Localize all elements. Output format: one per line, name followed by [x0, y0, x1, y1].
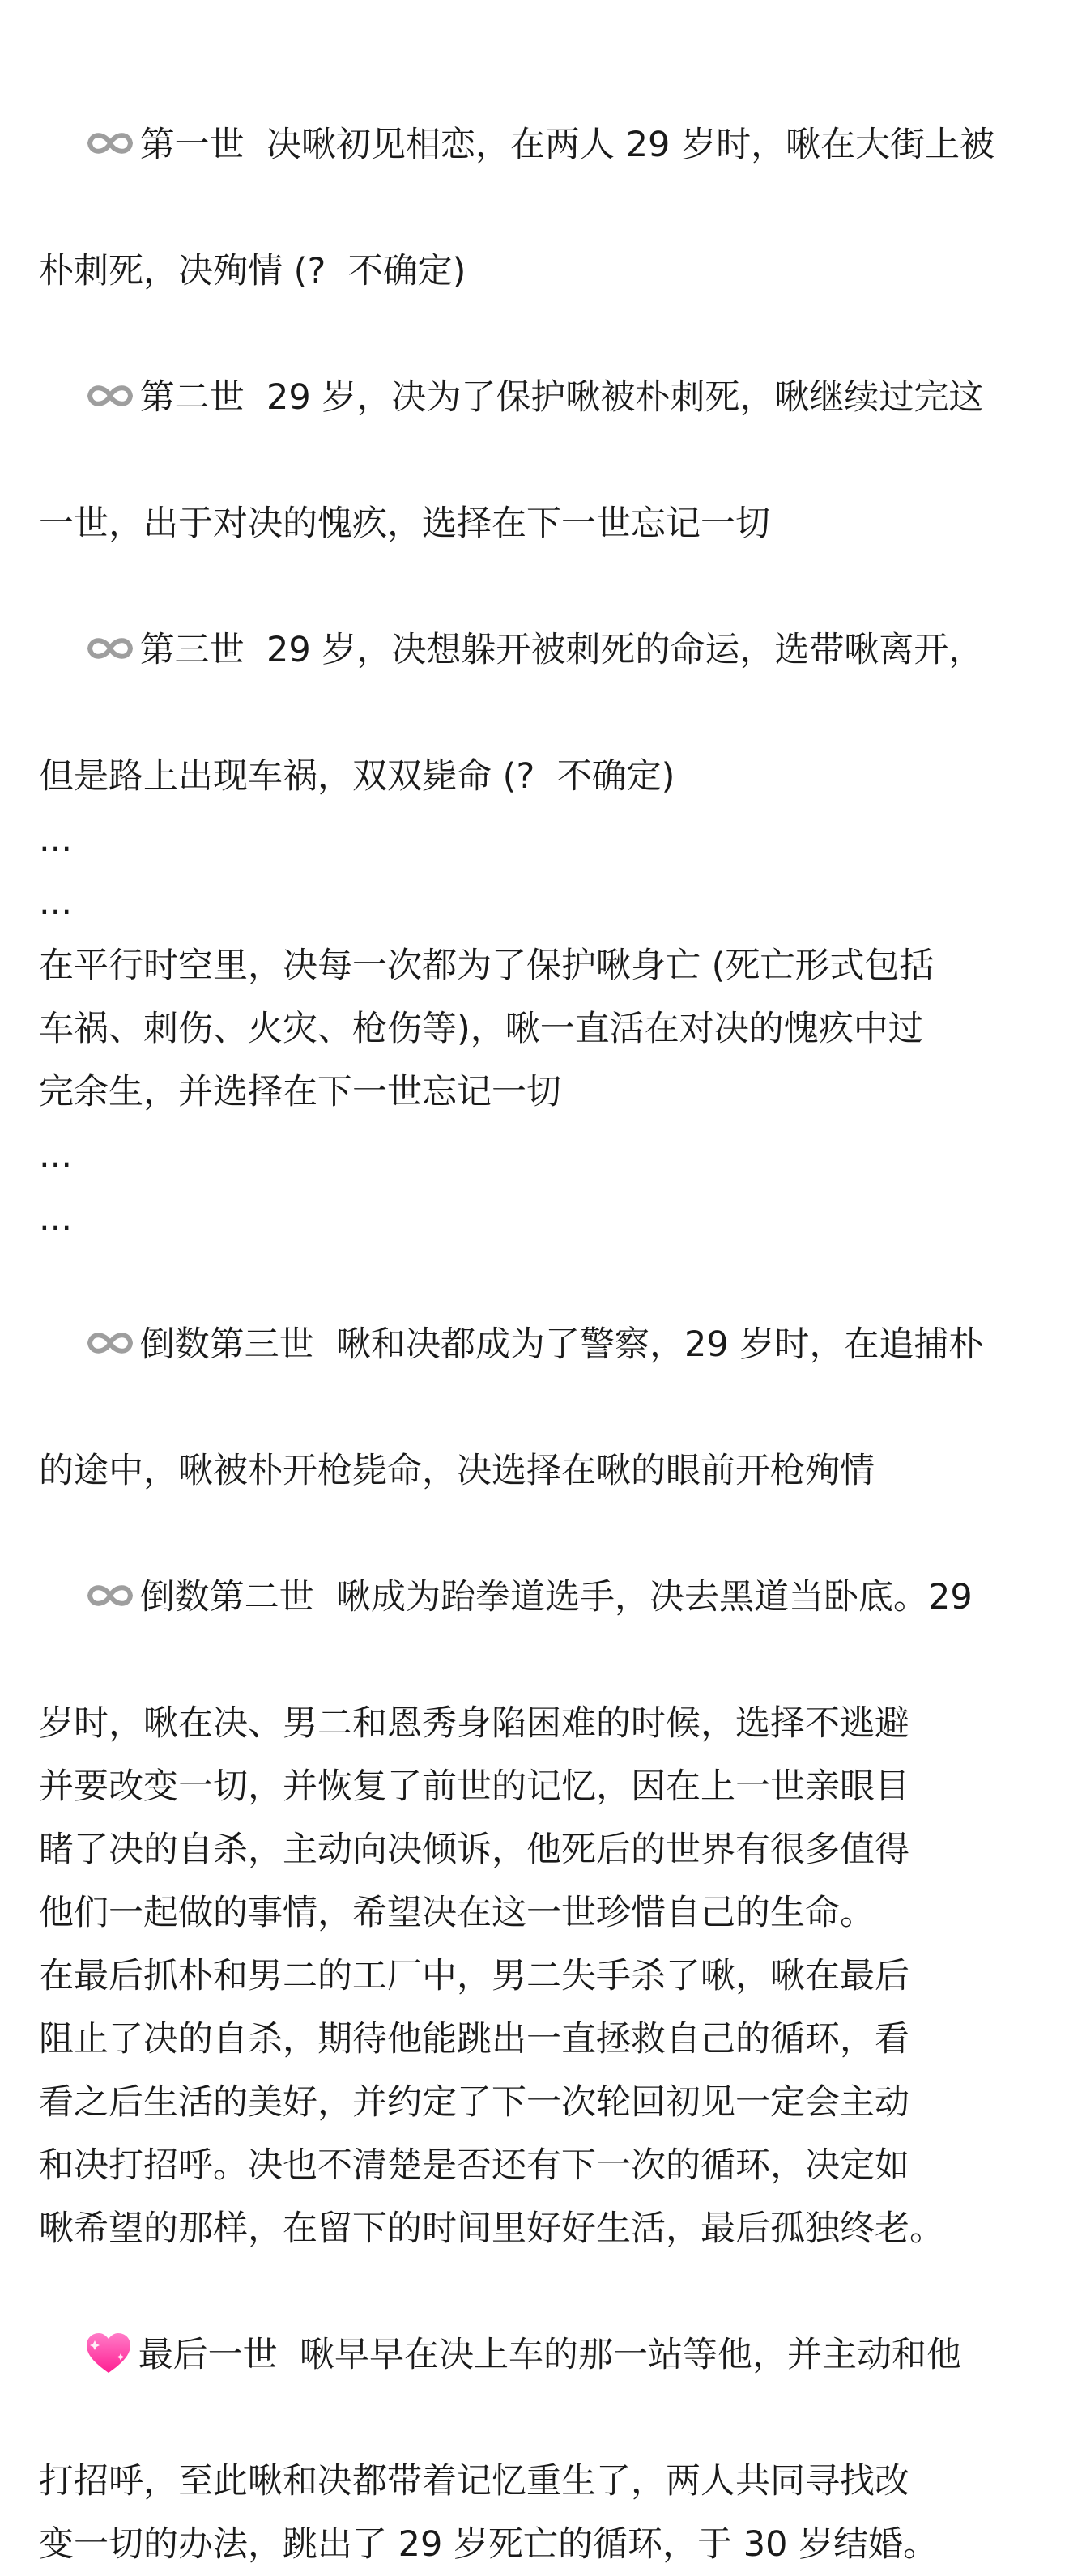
text-line: 最后一世 啾早早在决上车的那一站等他，并主动和他	[39, 2260, 1054, 2450]
text-line: 完余生，并选择在下一世忘记一切	[39, 1072, 561, 1112]
text-line: 一世，出于对决的愧疚，选择在下一世忘记一切	[39, 504, 770, 544]
text-line: 睹了决的自杀，主动向决倾诉，他死后的世界有很多值得	[39, 1830, 909, 1870]
text-line: 车祸、刺伤、火灾、枪伤等)，啾一直活在对决的愧疚中过	[39, 1009, 923, 1049]
text-line: 阻止了决的自杀，期待他能跳出一直拯救自己的循环，看	[39, 2019, 909, 2060]
text-line: 倒数第二世 啾成为跆拳道选手，决去黑道当卧底。29	[39, 1503, 1054, 1692]
text-line: 但是路上出现车祸，双双毙命 (? 不确定)	[39, 756, 675, 797]
text-line: 第二世 29 岁，决为了保护啾被朴刺死，啾继续过完这	[39, 303, 1054, 492]
infinity-icon	[83, 1579, 137, 1612]
infinity-icon	[83, 380, 137, 412]
text-line: 第一世 决啾初见相恋，在两人 29 岁时，啾在大街上被	[39, 50, 1054, 240]
ellipsis-line: ...	[39, 1198, 73, 1239]
text-line: 他们一起做的事情，希望决在这一世珍惜自己的生命。	[39, 1893, 875, 1933]
text-line: 岁时，啾在决、男二和恩秀身陷困难的时候，选择不逃避	[39, 1703, 909, 1744]
text-line: 和决打招呼。决也不清楚是否还有下一次的循环，决定如	[39, 2145, 909, 2186]
ellipsis-line: ...	[39, 819, 73, 860]
sparkling-heart-icon	[83, 2331, 134, 2376]
text-line: 打招呼，至此啾和决都带着记忆重生了，两人共同寻找改	[39, 2461, 909, 2502]
ellipsis-line: ...	[39, 882, 73, 923]
text-line: 倒数第三世 啾和决都成为了警察，29 岁时，在追捕朴	[39, 1250, 1054, 1439]
text-line: 看之后生活的美好，并约定了下一次轮回初见一定会主动	[39, 2082, 909, 2123]
text-line: 在平行时空里，决每一次都为了保护啾身亡 (死亡形式包括	[39, 946, 935, 986]
ellipsis-line: ...	[39, 1135, 73, 1175]
text-line: 在最后抓朴和男二的工厂中，男二失手杀了啾，啾在最后	[39, 1956, 909, 1996]
text-line: 的途中，啾被朴开枪毙命，决选择在啾的眼前开枪殉情	[39, 1451, 875, 1491]
text-line: 变一切的办法，跳出了 29 岁死亡的循环，于 30 岁结婚。	[39, 2524, 939, 2565]
infinity-icon	[83, 1327, 137, 1359]
infinity-icon	[83, 127, 137, 159]
text-line: 啾希望的那样，在留下的时间里好好生活，最后孤独终老。	[39, 2208, 944, 2249]
text-line: 并要改变一切，并恢复了前世的记忆，因在上一世亲眼目	[39, 1766, 909, 1807]
infinity-icon	[83, 632, 137, 665]
text-line: 第三世 29 岁，决想躲开被刺死的命运，选带啾离开，	[39, 555, 1054, 745]
text-line: 朴刺死，决殉情 (? 不确定)	[39, 251, 466, 291]
